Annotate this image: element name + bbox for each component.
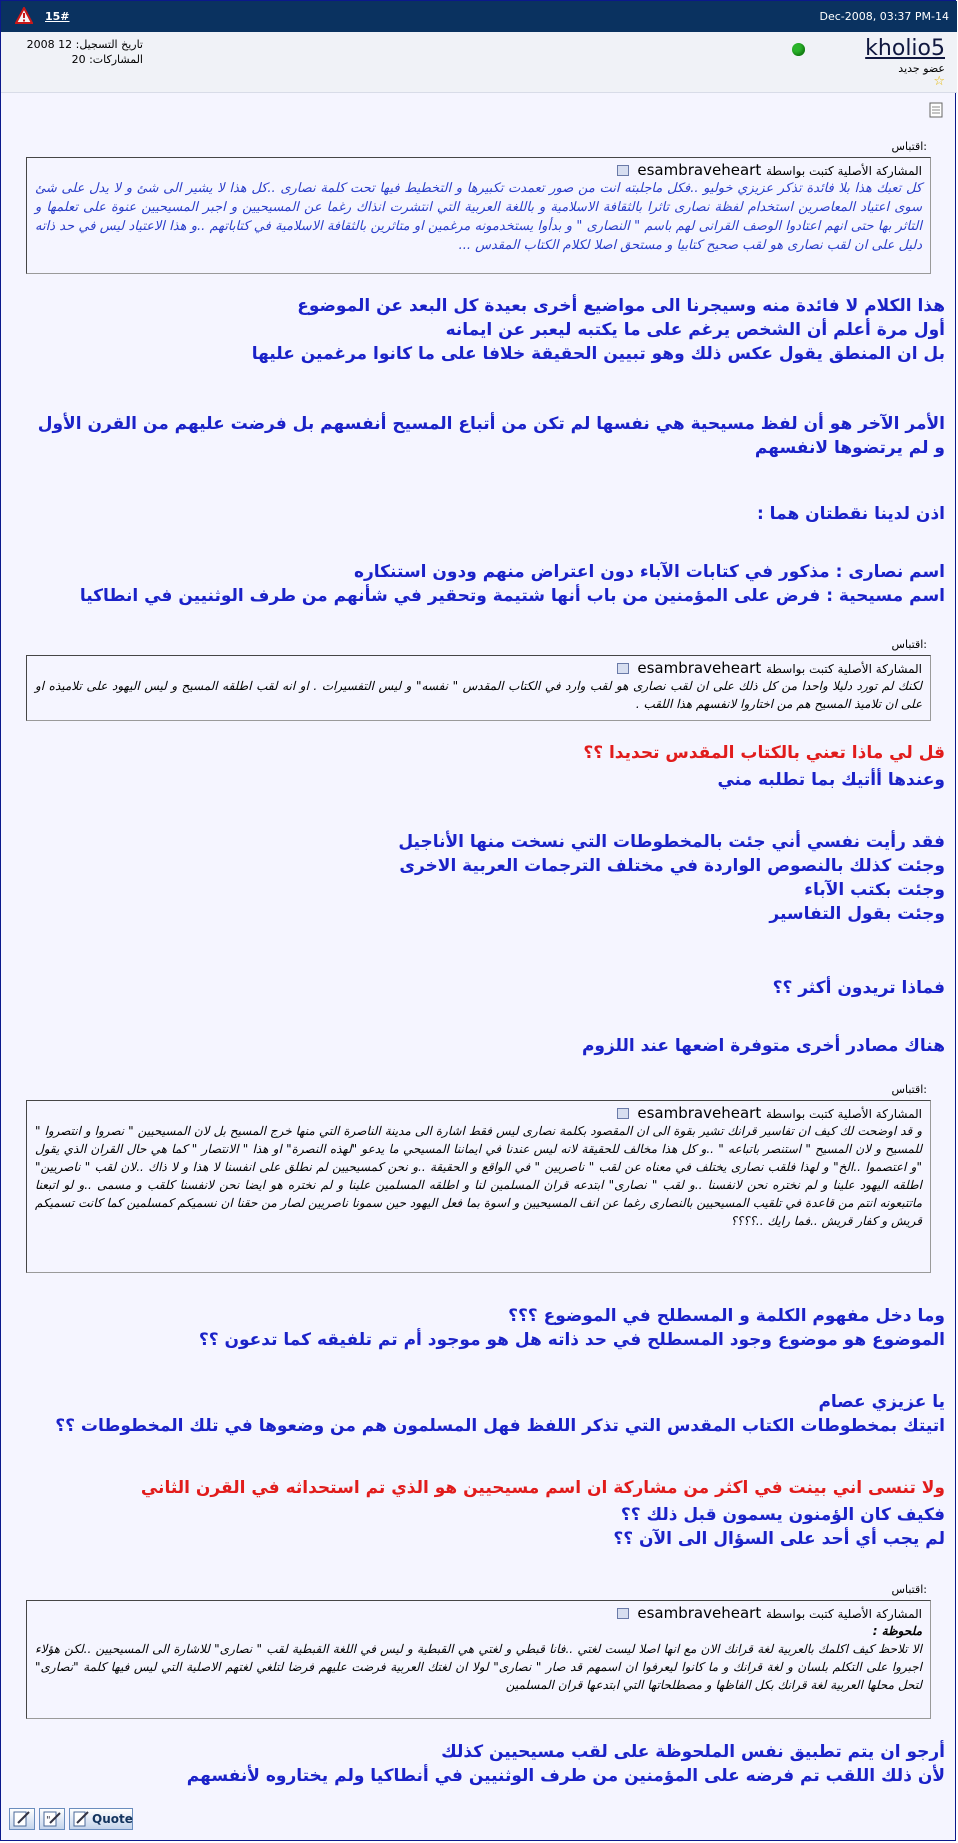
post-paragraph: يا عزيزي عصام اتيتك بمخطوطات الكتاب المقدس التي تذكر اللفظ فهل المسلمون هم من وضعوها في تلك المخطوطات ؟؟ <box>55 1392 945 1436</box>
quote-prefix: المشاركة الأصلية كتبت بواسطة <box>765 164 922 178</box>
quote-prefix: المشاركة الأصلية كتبت بواسطة <box>765 1607 922 1621</box>
quote-text: لكنك لم تورد دليلا واحدا من كل ذلك على ان لقب نصارى هو لقب وارد في الكتاب المقدس " نفسه" و ليس التفسيرات . او انه لقب اطلقه المسيح و ليس اليهود على تلاميذه او على ان تلاميذ المسيح هم من اختاروا لانفسهم هذا اللقب . <box>35 679 922 711</box>
svg-text:": " <box>46 1815 51 1826</box>
user-title: عضو جديد <box>898 62 945 75</box>
quote-button-label: Quote <box>92 1812 133 1826</box>
post-paragraph: اسم نصارى : مذكور في كتابات الآباء دون اعتراض منهم ودون استنكاره اسم مسيحية : فرض على المؤمنين من باب أنها شتيمة وتحقير في شأنهم من طرف الوثنيين في انطاكيا <box>79 562 945 606</box>
quote-text: كل تعبك هذا بلا فائدة تذكر عزيزي خوليو ..فكل ماجلبته انت من صور تعمدت تكبيرها و التخطيط فيها تحت كلمة نصارى ..كل هذا لا يشير الى شئ و لا يدل على شئ سوى اعتياد المعاصرين استخدام لفظة نصارى تاثرا بالثقافة الاسلامية و باللغة العربية التي انتشرت انذاك رغما عن المسيحيين و اجبر المسيحيين عنوة على تعلمها و التاثر بها حتى انهم اعتادوا الوصف القرانى لهم باسم " النصارى " و بدأوا يستخدمونه مرغمين او متاثرين بالثقافة الاسلامية في كتاباتهم ..و هذا الاعتياد ليس في حد ذاته دليل على ان لقب نصارى هو لقب صحيح كتابيا و مستحق اصلا لكلام الكتاب المقدس ... <box>35 181 922 253</box>
posts-label: المشاركات: <box>89 53 143 66</box>
quote-author: esambraveheart <box>637 1104 762 1122</box>
quote-author: esambraveheart <box>637 1604 762 1622</box>
quote-button[interactable] <box>69 1808 133 1830</box>
user-stats <box>13 37 143 67</box>
quote-label: اقتباس: <box>891 1583 927 1596</box>
view-post-icon[interactable] <box>617 1608 629 1619</box>
quote-header <box>35 660 922 677</box>
username-link[interactable]: kholio5 <box>865 36 945 61</box>
quote-icon <box>72 1809 92 1829</box>
quote-box <box>26 1100 931 1273</box>
edit-icon <box>10 1809 34 1829</box>
edit-button[interactable] <box>9 1808 35 1830</box>
multiquote-button[interactable] <box>39 1808 65 1830</box>
view-post-icon[interactable] <box>617 1108 629 1119</box>
post-paragraph-highlight: ولا تنسى اني بينت في اكثر من مشاركة ان اسم مسيحيين هو الذي تم استحداثه في القرن الثاني <box>140 1478 945 1498</box>
reg-value: 12 2008 <box>26 38 73 51</box>
quote-box <box>26 1600 931 1719</box>
warning-triangle-icon[interactable] <box>15 7 33 25</box>
post-paragraph: هناك مصادر أخرى متوفرة اضعها عند اللزوم <box>581 1036 945 1056</box>
post-icon <box>929 102 943 118</box>
quote-label: اقتباس: <box>891 638 927 651</box>
quote-text: الا تلاحظ كيف اكلمك بالعربية لغة قرانك الان مع انها اصلا ليست لغتي ..فانا قبطي و لغتي هي القبطية و ليس في اللغة القبطية لقب " نصارى" للاشارة الى المسيحيين ..لكن هؤلاء اجبروا على التكلم بلسان و لغة قرانك و ما كانوا ليعرفوا ان اسمهم قد صار " نصارى" لولا ان لغتك العربية فرضت عليهم فرضا لتلغي لغتهم الاصلية التي ليس فيها كلمة "نصارى" لتحل محلها العربية لغة قرانك بكل الفاظها و مصطلحاتها التي ابتدعها قران المسلمين <box>35 1642 922 1692</box>
post-paragraph: اذن لدينا نقطتان هما : <box>756 504 945 524</box>
post-paragraph: وعندها أأتيك بما تطلبه مني <box>717 770 945 790</box>
quote-note-heading: ملحوظة : <box>872 1624 922 1638</box>
post-number[interactable]: 15# <box>45 10 70 23</box>
quote-prefix: المشاركة الأصلية كتبت بواسطة <box>765 1107 922 1121</box>
post-paragraph: فكيف كان الؤمنون يسمون قبل ذلك ؟؟ لم يجب أي أحد على السؤال الى الآن ؟؟ <box>613 1505 945 1549</box>
post-paragraph-highlight: قل لي ماذا تعني بالكتاب المقدس تحديدا ؟؟ <box>583 743 945 763</box>
multiquote-icon <box>40 1809 64 1829</box>
posts-value: 20 <box>71 53 86 66</box>
quote-author: esambraveheart <box>637 659 762 677</box>
reg-label: تاريخ التسجيل: <box>75 38 143 51</box>
post-paragraph: فقد رأيت نفسي أني جئت بالمخطوطات التي نسخت منها الأناجيل وجئت كذلك بالنصوص الواردة في مختلف الترجمات العربية الاخرى وجئت بكتب الآباء وجئت بقول التفاسير <box>398 832 945 924</box>
view-post-icon[interactable] <box>617 663 629 674</box>
view-post-icon[interactable] <box>617 165 629 176</box>
quote-author: esambraveheart <box>637 161 762 179</box>
quote-box <box>26 655 931 721</box>
quote-prefix: المشاركة الأصلية كتبت بواسطة <box>765 662 922 676</box>
quote-header <box>35 162 922 179</box>
post-paragraph: الأمر الآخر هو أن لفظ مسيحية هي نفسها لم تكن من أتباع المسيح أنفسهم بل فرضت عليهم من القرن الأول و لم يرتضوها لانفسهم <box>31 414 945 458</box>
quote-label: اقتباس: <box>891 140 927 153</box>
quote-label: اقتباس: <box>891 1083 927 1096</box>
post-paragraph: هذا الكلام لا فائدة منه وسيجرنا الى مواضيع أخرى بعيدة كل البعد عن الموضوع أول مرة أعلم أن الشخص يرغم على ما يكتبه ليعبر عن ايمانه بل ان المنطق يقول عكس ذلك وهو تبيين الحقيقة خلافا على ما كانوا مرغمين عليها <box>251 296 945 364</box>
online-status-icon <box>792 43 805 56</box>
quote-box <box>26 157 931 274</box>
post-paragraph: وما دخل مفهوم الكلمة و المسطلح في الموضوع ؟؟؟ الموضوع هو موضوع وجود المسطلح في حد ذاته هل هو موجود أم تم تلفيقه كما تدعون ؟؟ <box>198 1306 945 1350</box>
post-header <box>1 1 957 32</box>
quote-header <box>35 1105 922 1122</box>
quote-text: و قد اوضحت لك كيف ان تفاسير قرانك تشير بقوة الى ان المقصود بكلمة نصارى ليس فقط اشارة الى مدينة الناصرة التي منها خرج المسيح بل لان المسيحيين " نصروا و انتصروا " للمسيح و لان المسيح " استنصر باتباعه " ..و كل هذا مخالف للحقيقة لانه ليس عندنا في ايماننا المسيحي ما يدعو "لهذه النصرة" او هذا " الانتصار " كما هي حال القران الذي يقول "و اعتصموا ..الخ" و لهذا فلقب نصارى يختلف في معناه عن لقب " ناصريين " في الواقع و الحقيقة ..و نحن كمسيحيين لم نطلق على انفسنا لا هذا و لا ذاك ..لان لقب " ناصريين" اطلقه اليهود علينا و لم نختره نحن لانفسنا ..و لقب " نصارى" ابتدعه قران المسلمين لنا و اطلقه المسلمين علينا و لم نختره هو ايضا نحن لانفسنا كلقب و مسمى ..و لو اتبعنا ماتتبعونه انتم من قاعدة في تلقيب المسيحيين بالنصارى رغما عن انف المسيحيين و اسوة بما فعل اليهود حين سمونا ناصريين لصار من حقنا ان نسميكم كمسلمين كما كانت تسميكم قريش و كفار قريش ..فما رايك ..؟؟؟؟ <box>35 1124 922 1228</box>
user-info <box>1 32 957 93</box>
post-paragraph: أرجو ان يتم تطبيق نفس الملحوظة على لقب مسيحيين كذلك لأن ذلك اللقب تم فرضه على المؤمنين من طرف الوثنيين في أنطاكيا ولم يختاروه لأنفسهم <box>186 1742 945 1786</box>
rank-star-icon: ☆ <box>933 74 945 89</box>
post-date: Dec-2008, 03:37 PM-14 <box>819 10 949 23</box>
post-paragraph: فماذا تريدون أكثر ؟؟ <box>772 978 945 998</box>
quote-header <box>35 1605 922 1622</box>
